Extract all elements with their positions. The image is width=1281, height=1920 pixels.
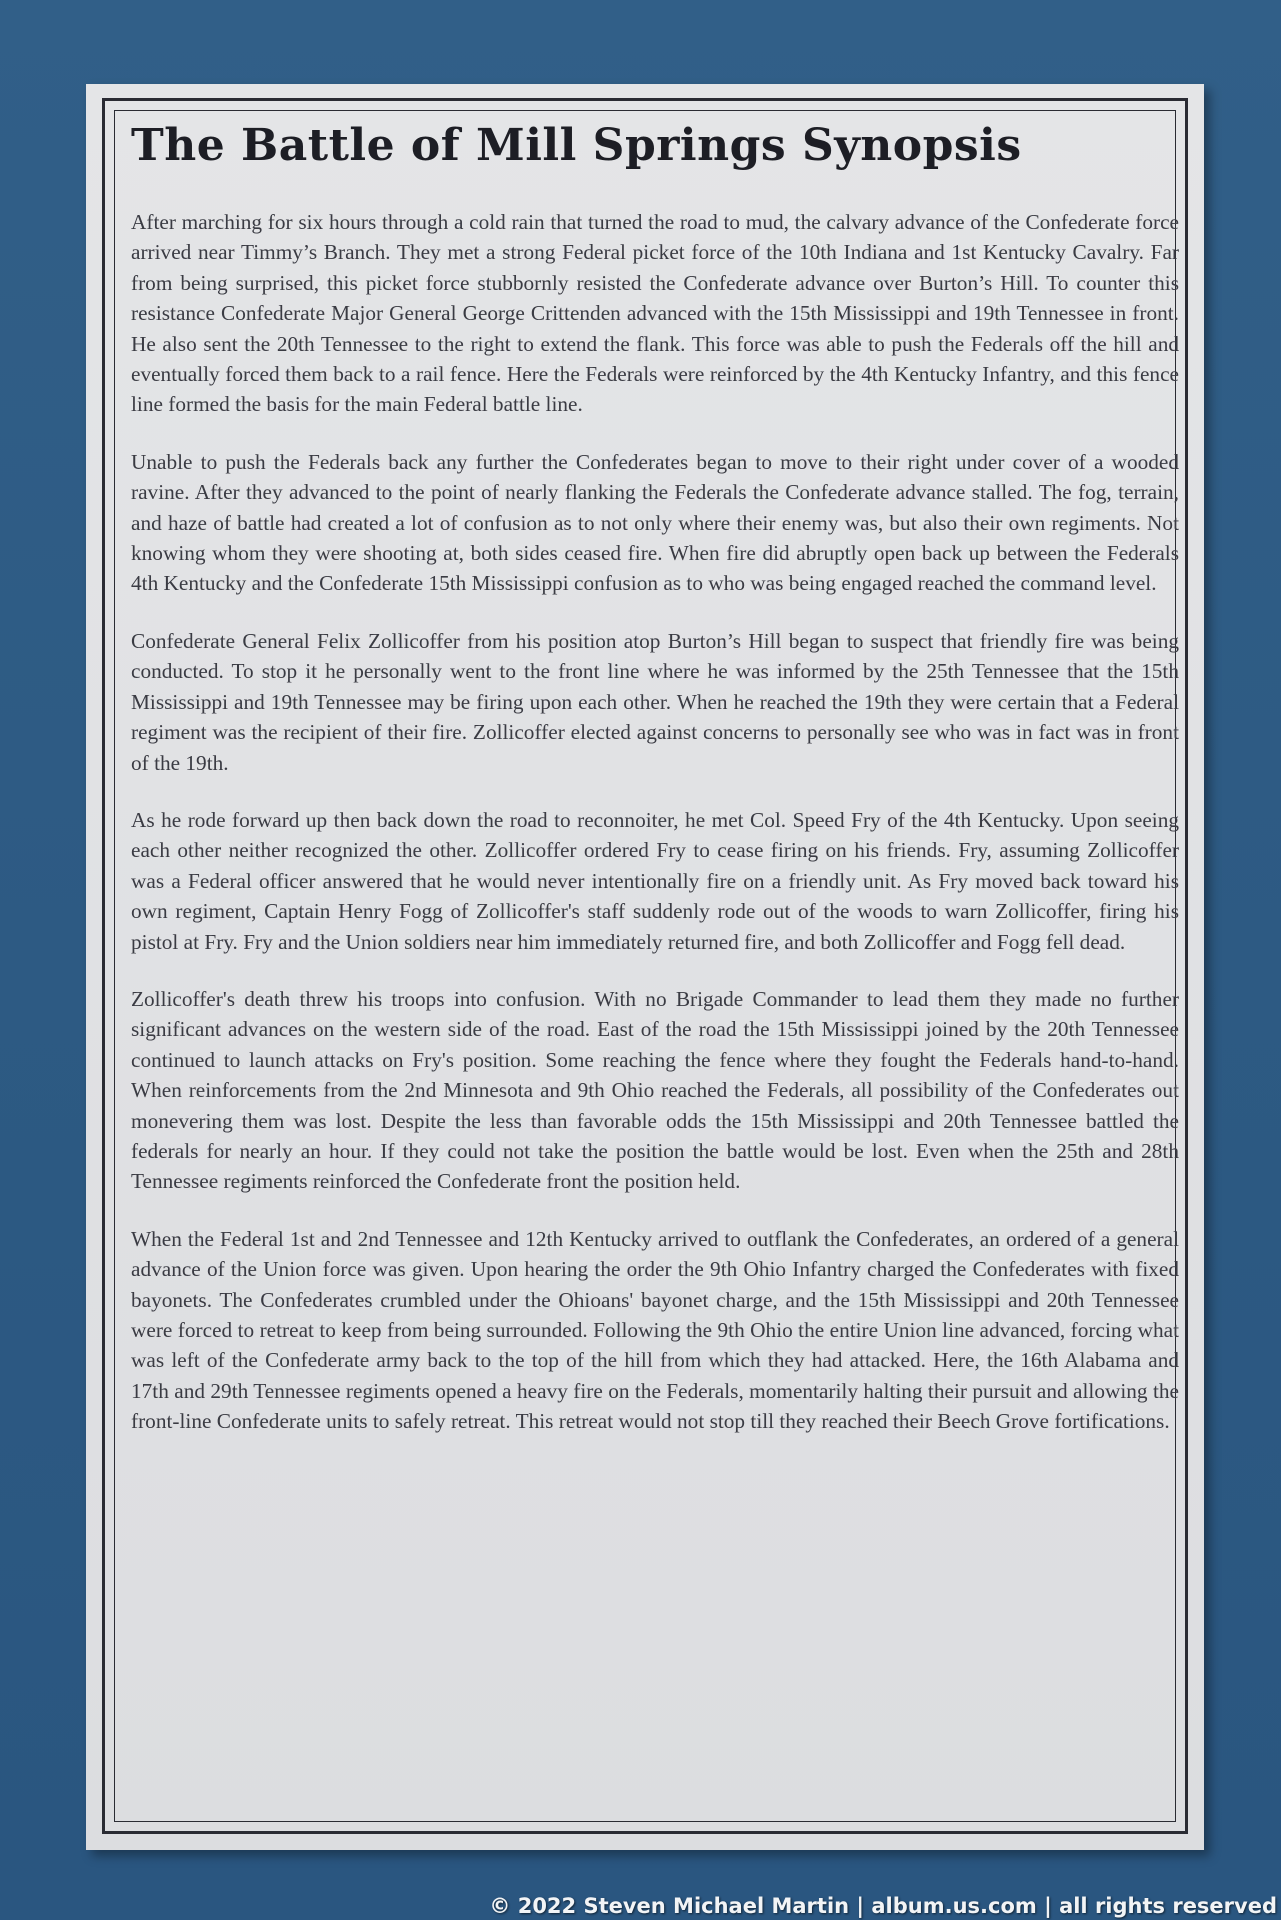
paragraph-1: After marching for six hours through a cold rain that turned the road to mud, the calvary advance of the Confederate force arrived near Timmy’s Branch. They met a strong Federal picket force of the 10th Indiana and 1st Kentucky Cavalry. Far from being surprised, this picket force stubbornly resisted the Confederate advance over Burton’s Hill. To counter this resistance Confederate Major General George Crittenden advanced with the 15th Mississippi and 19th Tennessee in front. He also sent the 20th Tennessee to the right to extend the flank. This force was able to push the Federals off the hill and eventually forced them back to a rail fence. Here the Federals were reinforced by the 4th Kentucky Infantry, and this fence line formed the basis for the main Federal battle line. bbox=[131, 210, 1179, 417]
sign-panel bbox=[86, 84, 1204, 1850]
sign-title: The Battle of Mill Springs Synopsis bbox=[131, 120, 1022, 171]
paragraph-5: Zollicoffer's death threw his troops into confusion. With no Brigade Commander to lead them they made no further significant advances on the western side of the road. East of the road the 15th Mississippi joined by the 20th Tennessee continued to launch attacks on Fry's position. Some reaching the fence where they fought the Federals hand-to-hand. When reinforcements from the 2nd Minnesota and 9th Ohio reached the Federals, all possibility of the Confederates out monevering them was lost. Despite the less than favorable odds the 15th Mississippi and 20th Tennessee battled the federals for nearly an hour. If they could not take the position the battle would be lost. Even when the 25th and 28th Tennessee regiments reinforced the Confederate front the position held. bbox=[131, 986, 1179, 1194]
paragraph-4: As he rode forward up then back down the road to reconnoiter, he met Col. Speed Fry of the 4th Kentucky. Upon seeing each other neither recognized the other. Zollicoffer ordered Fry to cease firing on his friends. Fry, assuming Zollicoffer was a Federal officer answered that he would never intentionally fire on a friendly unit. As Fry moved back toward his own regiment, Captain Henry Fogg of Zollicoffer's staff suddenly rode out of the woods to warn Zollicoffer, firing his pistol at Fry. Fry and the Union soldiers near him immediately returned fire, and both Zollicoffer and Fogg fell dead. bbox=[131, 807, 1179, 954]
paragraph-3: Confederate General Felix Zollicoffer from his position atop Burton’s Hill began to suspect that friendly fire was being conducted. To stop it he personally went to the front line where he was informed by the 25th Tennessee that the 15th Mississippi and 19th Tennessee may be firing upon each other. When he reached the 19th they were certain that a Federal regiment was the recipient of their fire. Zollicoffer elected against concerns to personally see who was in fact was in front of the 19th. bbox=[131, 628, 1179, 775]
paragraph-6: When the Federal 1st and 2nd Tennessee and 12th Kentucky arrived to outflank the Confederates, an ordered of a general advance of the Union force was given. Upon hearing the order the 9th Ohio Infantry charged the Confederates with fixed bayonets. The Confederates crumbled under the Ohioans' bayonet charge, and the 15th Mississippi and 20th Tennessee were forced to retreat to keep from being surrounded. Following the 9th Ohio the entire Union line advanced, forcing what was left of the Confederate army back to the top of the hill from which they had attacked. Here, the 16th Alabama and 17th and 29th Tennessee regiments opened a heavy fire on the Federals, momentarily halting their pursuit and allowing the front-line Confederate units to safely retreat. This retreat would not stop till they reached their Beech Grove fortifications. bbox=[131, 1226, 1179, 1434]
sign-content bbox=[131, 120, 1179, 1464]
copyright-watermark: © 2022 Steven Michael Martin | album.us.com | all rights reserved bbox=[489, 1894, 1277, 1918]
paragraph-2: Unable to push the Federals back any further the Confederates began to move to their right under cover of a wooded ravine. After they advanced to the point of nearly flanking the Federals the Confederate advance stalled. The fog, terrain, and haze of battle had created a lot of confusion as to not only where their enemy was, but also their own regiments. Not knowing whom they were shooting at, both sides ceased fire. When fire did abruptly open back up between the Federals 4th Kentucky and the Confederate 15th Mississippi confusion as to who was being engaged reached the command level. bbox=[131, 449, 1179, 596]
